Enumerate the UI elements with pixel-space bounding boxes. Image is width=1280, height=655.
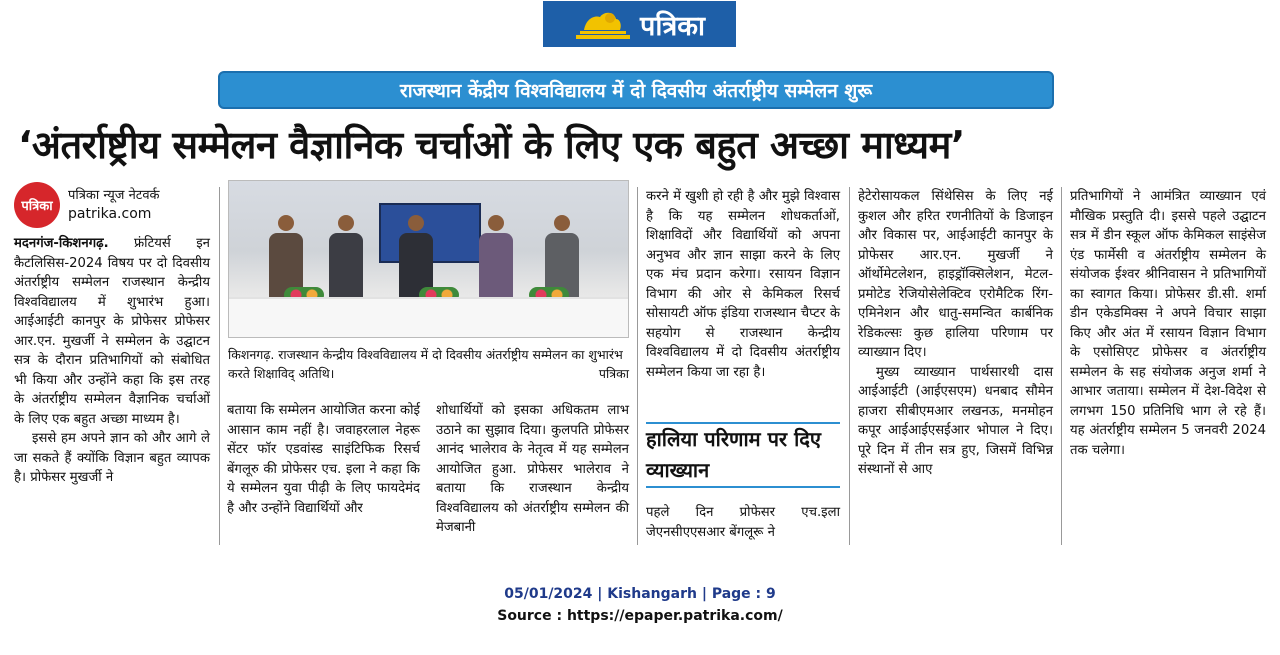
footer <box>0 583 1280 627</box>
paragraph: मुख्य व्याख्यान पार्थसारथी दास आईआईटी (आईएसएम) धनबाद सौमेन हाजरा सीबीएमआर लखनऊ, मनमोहन कपूर आईआईएसईआर भोपाल ने दिए। पूरे दिन में तीन सत्र हुए, जिसमें विभिन्न संस्थानों से आए <box>858 364 1053 477</box>
article-column-2b <box>436 401 629 542</box>
person-figure <box>479 215 513 297</box>
byline-url: patrika.com <box>68 206 152 222</box>
dais-table <box>229 297 629 337</box>
kicker-banner: राजस्थान केंद्रीय विश्वविद्यालय में दो दिवसीय अंतर्राष्ट्रीय सम्मेलन शुरू <box>218 71 1054 109</box>
paragraph: प्रतिभागियों ने आमंत्रित व्याख्यान एवं मौखिक प्रस्तुति दी। इससे पहले उद्घाटन सत्र में डीन स्कूल ऑफ केमिकल साइंसेज एंड फार्मेसी व अंतर्राष्ट्रीय सम्मेलन के संयोजक ईश्वर श्रीनिवासन ने प्रतिभागियों का स्वागत किया। प्रोफेसर डी.सी. शर्मा डीन एकेडमिक्स ने अपने विचार साझा किए और अंत में रसायन विज्ञान विभाग के एसोसिएट प्रोफेसर व अंतर्राष्ट्रीय सम्मेलन के सह संयोजक अनुज शर्मा ने आभार जताया। सम्मेलन में देश-विदेश से लगभग 150 प्रतिनिधि भाग ले रहे हैं। यह अंतर्राष्ट्रीय सम्मेलन 5 जनवरी 2024 तक चलेगा। <box>1070 189 1266 458</box>
footer-source[interactable]: Source : https://epaper.patrika.com/ <box>497 608 783 624</box>
article-column-4 <box>858 187 1053 542</box>
column-divider <box>219 187 220 545</box>
paragraph: हेटेरोसायकल सिंथेसिस के लिए नई कुशल और हरित रणनीतियों के डिजाइन और विकास पर, आईआईटी कानपुर के प्रोफेसर आर.एन. मुखर्जी ने ऑर्थोमेटलेशन, हाइड्रॉक्सिलेशन, मेटल-प्रमोटेड रेजियोसेलेक्टिव एरोमैटिक रिंग-एमिनेशन और धातु-समन्वित कार्बनिक रेडिकल्सः कुछ हालिया परिणाम पर व्याख्यान दिए। <box>858 189 1053 360</box>
article-column-3 <box>646 187 840 542</box>
byline-agency: पत्रिका न्यूज नेटवर्क <box>68 188 160 203</box>
column-divider <box>1061 187 1062 545</box>
lion-icon <box>574 7 632 41</box>
paragraph: फ्रंटियर्स इन कैटलिसिस-2024 विषय पर दो दिवसीय अंतर्राष्ट्रीय सम्मेलन राजस्थान केन्द्रीय विश्वविद्यालय में शुभारंभ हुआ। आईआईटी कानपुर के प्रोफेसर प्रोफेसर आर.एन. मुखर्जी ने सम्मेलन के उद्घाटन सत्र के दौरान प्रतिभागियों को संबोधित भी किया और उन्होंने कहा कि इस तरह के अंतर्राष्ट्रीय सम्मेलन वैज्ञानिक चर्चाओं के लिए एक बहुत अच्छा माध्यम है। <box>14 236 210 427</box>
byline <box>14 180 224 230</box>
photo-credit: पत्रिका <box>598 366 629 381</box>
footer-edition-info: 05/01/2024 | Kishangarh | Page : 9 <box>504 586 776 602</box>
article-column-2a <box>227 401 420 542</box>
person-figure <box>329 215 363 297</box>
article-column-3-continued <box>646 503 840 543</box>
article-column-5 <box>1070 187 1266 542</box>
article-column-1 <box>14 234 210 542</box>
dateline: मदनगंज-किशनगढ़. <box>14 236 109 251</box>
paragraph: बताया कि सम्मेलन आयोजित करना कोई आसान काम नहीं है। जवाहरलाल नेहरू सेंटर फॉर एडवांस्ड साइंटिफिक रिसर्च बेंगलूरु की प्रोफेसर एच. इला ने कहा कि ये सम्मेलन युवा पीढ़ी के लिए फायदेमंद है और उन्होंने विद्यार्थियों और <box>227 403 420 516</box>
byline-logo: पत्रिका <box>14 182 60 228</box>
masthead <box>543 1 736 47</box>
paragraph: करने में खुशी हो रही है और मुझे विश्वास है कि यह सम्मेलन शोधकर्ताओं, शिक्षाविदों और विद्यार्थियों को अपना अनुभव और ज्ञान साझा करने के लिए एक मंच प्रदान करेगा। रसायन विज्ञान विभाग की ओर से केमिकल रिसर्च सोसायटी ऑफ इंडिया राजस्थान चैप्टर के सहयोग से राजस्थान केन्द्रीय विश्वविद्यालय में दो दिवसीय अंतर्राष्ट्रीय सम्मेलन किया जा रहा है। <box>646 189 840 380</box>
person-figure <box>545 215 579 297</box>
person-figure <box>269 215 303 297</box>
paragraph: पहले दिन प्रोफेसर एच.इला जेएनसीएएसआर बेंगलूरू ने <box>646 505 840 540</box>
photo-caption <box>228 345 629 385</box>
column-divider <box>849 187 850 545</box>
paragraph: शोधार्थियों को इसका अधिकतम लाभ उठाने का सुझाव दिया। कुलपति प्रोफेसर आनंद भालेराव के नेतृत्व में यह सम्मेलन आयोजित हुआ. प्रोफेसर भालेराव ने बताया कि राजस्थान केन्द्रीय विश्वविद्यालय को अंतर्राष्ट्रीय सम्मेलन की मेजबानी <box>436 403 629 535</box>
subheading: हालिया परिणाम पर दिए व्याख्यान <box>646 422 840 488</box>
person-figure <box>399 215 433 297</box>
paragraph: इससे हम अपने ज्ञान को और आगे ले जा सकते हैं क्योंकि विज्ञान बहुत व्यापक है। प्रोफेसर मुखर्जी ने <box>14 431 210 485</box>
photo-caption-text: किशनगढ़. राजस्थान केन्द्रीय विश्वविद्यालय में दो दिवसीय अंतर्राष्ट्रीय सम्मेलन का शुभारंभ करते शिक्षाविद् अतिथि। <box>228 347 623 381</box>
news-photo <box>228 180 629 338</box>
headline: ‘अंतर्राष्ट्रीय सम्मेलन वैज्ञानिक चर्चाओं के लिए एक बहुत अच्छा माध्यम’ <box>18 123 965 167</box>
column-divider <box>637 187 638 545</box>
masthead-title: पत्रिका <box>640 10 705 42</box>
